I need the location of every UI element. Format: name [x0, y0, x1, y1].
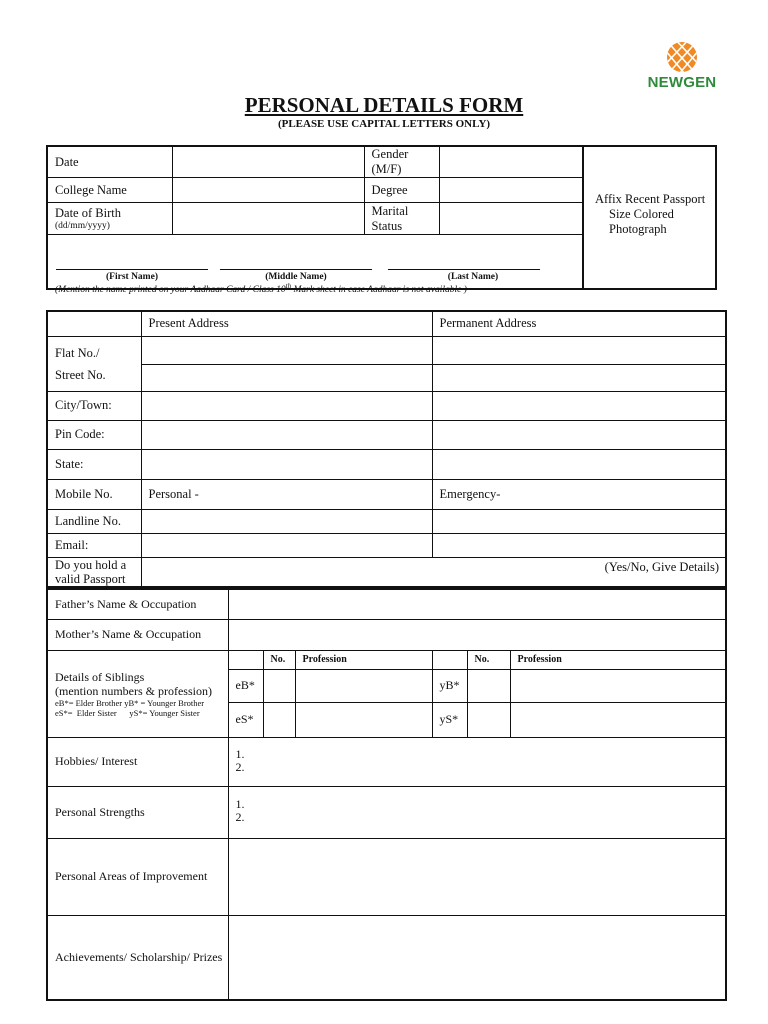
present-address-header: Present Address — [141, 311, 432, 336]
personal-details-table — [46, 145, 584, 296]
achievements-field[interactable] — [228, 915, 726, 1000]
newgen-logo-text: NEWGEN — [647, 74, 717, 91]
yb-profession-field[interactable] — [510, 669, 726, 702]
siblings-legend-2: eS*= Elder Sister yS*= Younger Sister — [55, 707, 200, 718]
es-no-field[interactable] — [263, 702, 295, 737]
ys-no-field[interactable] — [467, 702, 510, 737]
email-label: Email: — [47, 533, 141, 557]
mobile-label: Mobile No. — [47, 479, 141, 509]
form-title: PERSONAL DETAILS FORM — [244, 93, 524, 117]
photo-text-2: Size Colored — [609, 207, 674, 221]
first-name-line[interactable] — [56, 269, 208, 270]
hobbies-item-2: 2. — [235, 759, 245, 774]
siblings-hint: (mention numbers & profession) — [55, 683, 212, 698]
dob-label-cell — [47, 203, 172, 235]
hobbies-item-1: 1. — [235, 746, 245, 761]
sib-no-header-left: No. — [263, 650, 295, 669]
photo-box[interactable] — [582, 145, 717, 290]
degree-label: Degree — [364, 178, 439, 203]
sib-no-header-right: No. — [467, 650, 510, 669]
eb-profession-field[interactable] — [295, 669, 432, 702]
present-state-field[interactable] — [141, 449, 432, 479]
degree-field[interactable] — [439, 178, 583, 203]
permanent-address-header: Permanent Address — [432, 311, 726, 336]
passport-field[interactable]: (Yes/No, Give Details) — [141, 557, 726, 587]
date-field[interactable] — [172, 146, 364, 178]
name-note — [55, 282, 575, 295]
gender-label: Gender (M/F) — [364, 146, 439, 178]
improvement-field[interactable] — [228, 838, 726, 915]
father-label: Father’s Name & Occupation — [47, 589, 228, 619]
dob-field[interactable] — [172, 203, 364, 235]
middle-name-line[interactable] — [220, 269, 372, 270]
passport-label — [47, 557, 141, 587]
name-note-pre: (Mention the name printed on your Aadhaar Card / Class 10 — [55, 285, 286, 296]
yb-no-field[interactable] — [467, 669, 510, 702]
passport-label-1: Do you hold a — [55, 557, 127, 572]
college-label: College Name — [47, 178, 172, 203]
flat-label: Flat No./ — [55, 345, 100, 360]
strengths-item-1: 1. — [235, 796, 245, 811]
pin-label: Pin Code: — [47, 420, 141, 449]
ys-profession-field[interactable] — [510, 702, 726, 737]
permanent-street-field[interactable] — [432, 364, 726, 391]
dob-label: Date of Birth — [55, 206, 121, 220]
first-name-label: (First Name) — [106, 272, 158, 282]
middle-name-label: (Middle Name) — [265, 272, 327, 282]
hobbies-field[interactable] — [228, 737, 726, 786]
landline-present-field[interactable] — [141, 509, 432, 533]
hobbies-label: Hobbies/ Interest — [47, 737, 228, 786]
state-label: State: — [47, 449, 141, 479]
permanent-city-field[interactable] — [432, 391, 726, 420]
photo-text-1: Affix Recent Passport — [595, 192, 706, 206]
strengths-label: Personal Strengths — [47, 786, 228, 838]
sib-profession-header-right: Profession — [510, 650, 726, 669]
name-note-sup: th — [285, 282, 292, 290]
last-name-label: (Last Name) — [447, 272, 499, 282]
mother-label: Mother’s Name & Occupation — [47, 619, 228, 650]
sib-corner-left — [228, 650, 263, 669]
address-table — [46, 310, 727, 588]
mother-field[interactable] — [228, 619, 726, 650]
flat-street-label — [47, 336, 141, 391]
es-label: eS* — [228, 702, 263, 737]
permanent-flat-field[interactable] — [432, 336, 726, 364]
passport-label-2: valid Passport — [55, 571, 126, 586]
full-name-cell[interactable] — [47, 235, 583, 296]
eb-label: eB* — [228, 669, 263, 702]
present-street-field[interactable] — [141, 364, 432, 391]
siblings-legend-1: eB*= Elder Brother yB* = Younger Brother — [55, 697, 205, 708]
permanent-pin-field[interactable] — [432, 420, 726, 449]
yb-label: yB* — [432, 669, 467, 702]
landline-permanent-field[interactable] — [432, 509, 726, 533]
marital-label: Marital Status — [364, 203, 439, 235]
permanent-state-field[interactable] — [432, 449, 726, 479]
improvement-label: Personal Areas of Improvement — [47, 838, 228, 915]
present-pin-field[interactable] — [141, 420, 432, 449]
date-label: Date — [47, 146, 172, 178]
es-profession-field[interactable] — [295, 702, 432, 737]
ys-label: yS* — [432, 702, 467, 737]
present-city-field[interactable] — [141, 391, 432, 420]
siblings-label-cell — [47, 650, 228, 737]
city-label: City/Town: — [47, 391, 141, 420]
present-flat-field[interactable] — [141, 336, 432, 364]
family-table — [46, 588, 727, 1001]
college-field[interactable] — [172, 178, 364, 203]
form-subtitle: (PLEASE USE CAPITAL LETTERS ONLY) — [277, 118, 491, 130]
email-present-field[interactable] — [141, 533, 432, 557]
dob-format: (dd/mm/yyyy) — [55, 221, 110, 231]
email-permanent-field[interactable] — [432, 533, 726, 557]
landline-label: Landline No. — [47, 509, 141, 533]
photo-text-3: Photograph — [609, 222, 667, 236]
marital-field[interactable] — [439, 203, 583, 235]
sib-corner-right — [432, 650, 467, 669]
achievements-label: Achievements/ Scholarship/ Prizes — [47, 915, 228, 1000]
strengths-field[interactable] — [228, 786, 726, 838]
sib-profession-header-left: Profession — [295, 650, 432, 669]
mobile-personal-field[interactable]: Personal - — [141, 479, 432, 509]
mobile-emergency-field[interactable]: Emergency- — [432, 479, 726, 509]
address-corner — [47, 311, 141, 336]
street-label: Street No. — [55, 367, 106, 382]
last-name-line[interactable] — [388, 269, 540, 270]
siblings-label: Details of Siblings — [55, 669, 145, 684]
name-note-post: Mark sheet in case Aadhaar is not available ) — [291, 285, 467, 296]
gender-field[interactable] — [439, 146, 583, 178]
eb-no-field[interactable] — [263, 669, 295, 702]
strengths-item-2: 2. — [235, 809, 245, 824]
father-field[interactable] — [228, 589, 726, 619]
